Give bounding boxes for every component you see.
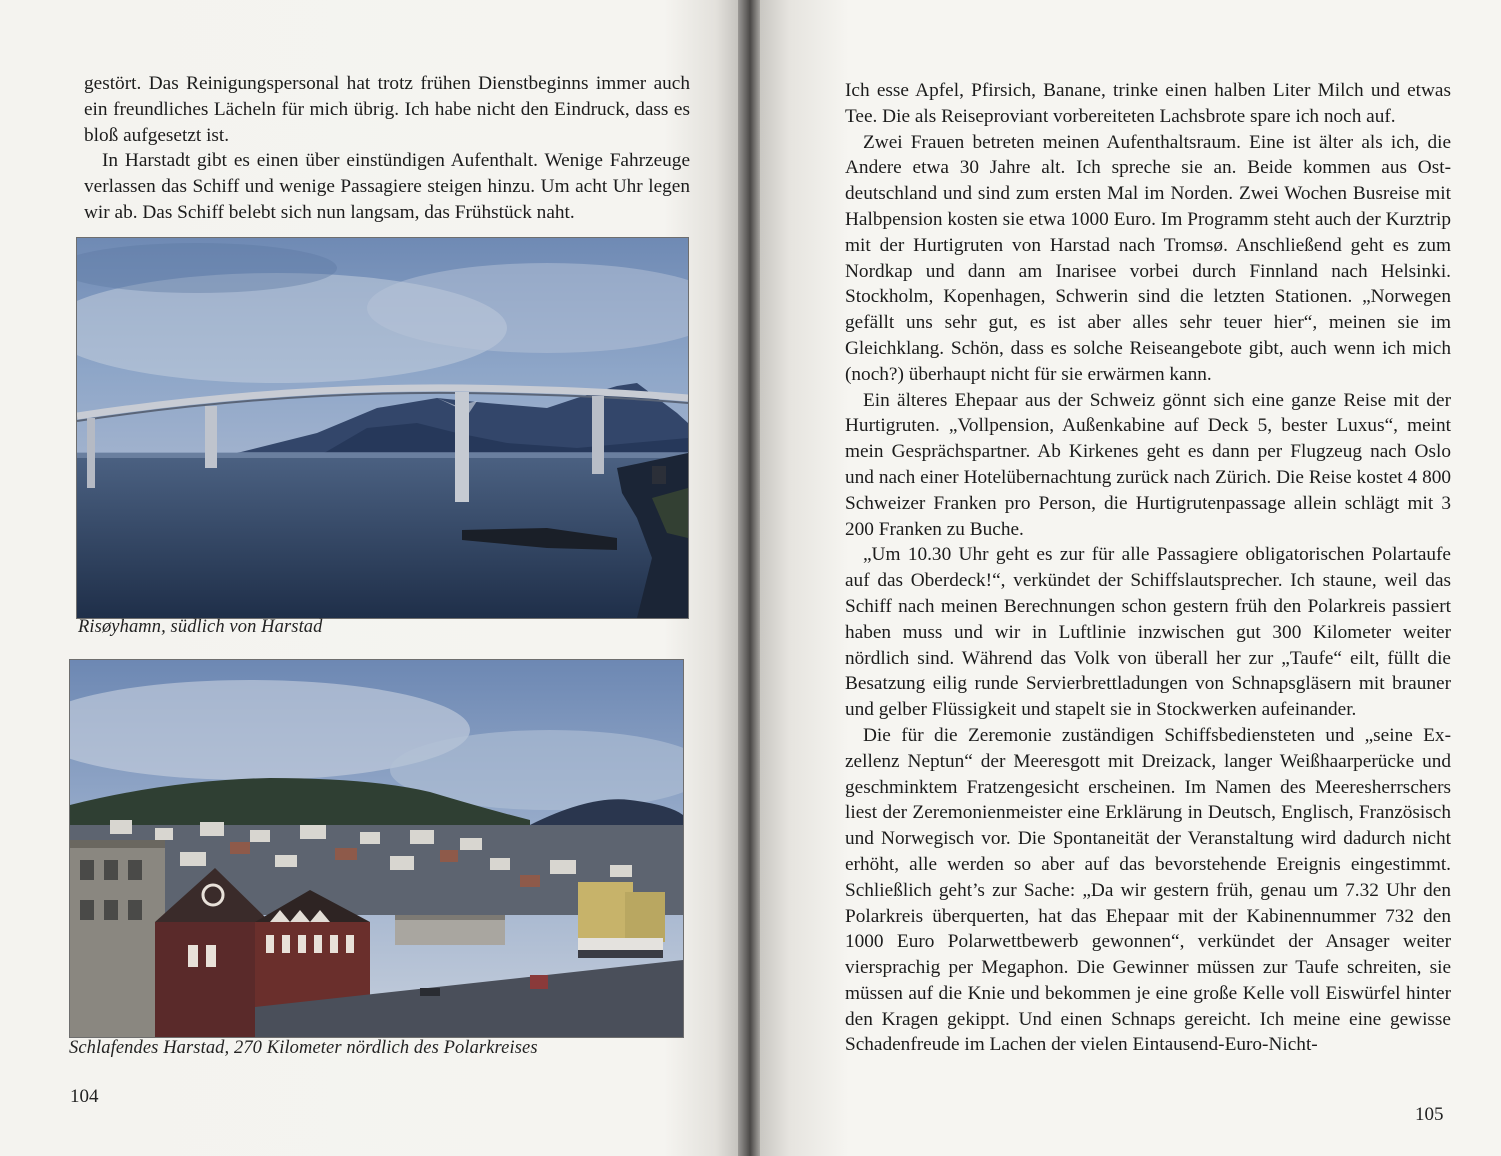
- page-number: 105: [1415, 1104, 1444, 1125]
- photo-caption: Risøyhamn, südlich von Harstad: [78, 617, 323, 637]
- paragraph: Ein älteres Ehepaar aus der Schweiz gönnt sich eine ganze Reise mit der Hurtigruten. „Vollpension, Außenkabine auf Deck 5, bester Luxus“, meint mein Gesprächspartner. Ab Kirkenes geht es dann per Flugzeug nach Oslo und nach einer Hotelübernachtung zurück nach Zürich. Die Reise kostet 4 800 Schweizer Franken pro Person, die Hurtigrutenpassage allein schlägt mit 3 200 Franken zu Buche.: [845, 389, 1451, 540]
- book-gutter: [738, 0, 760, 1156]
- page-number: 104: [70, 1086, 99, 1107]
- paragraph: „Um 10.30 Uhr geht es zur für alle Passagiere obligatorischen Polartaufe auf das Oberdeck!“, verkündet der Schiffslautsprecher. Ich staune, weil das Schiff nach meinen Berechnungen schon gestern früh den Polarkreis passiert haben muss und wir in Luftlinie inzwischen gut 300 Kilometer weiter nördlich sind. Während das Volk von überall her zur „Taufe“ eilt, füllt die Besatzung eilig runde Servierbrettladungen von Schnapsgläsern mit brauner und gelber Flüssigkeit und stapelt sie in Stockwerken aufeinander.: [845, 544, 1451, 721]
- left-page: [0, 0, 738, 1156]
- paragraph: Zwei Frauen betreten meinen Aufenthaltsraum. Eine ist älter als ich, die Andere etwa 30 Jahre alt. Ich spreche sie an. Beide kommen aus Ostdeutschland und sind zum ersten Mal im Norden. Zwei Wochen Busreise mit Halbpension kosten sie etwa 1000 Euro. Im Programm steht auch der Kurztrip mit der Hurtigruten von Harstad nach Tromsø. Anschließend geht es zum Nordkap und dann am Inarisee vorbei durch Finnland nach Helsinki. Stockholm, Kopenhagen, Schwerin sind die letzten Stationen. „Norwegen gefällt uns sehr gut, es ist aber alles sehr teuer hier“, meinen sie im Gleichklang. Schön, dass es solche Reiseangebote gibt, auch wenn ich mich (noch?) überhaupt nicht für sie erwärmen kann.: [845, 131, 1451, 385]
- bridge-photo: [76, 237, 689, 619]
- harstad-photo: [69, 659, 684, 1038]
- paragraph: Ich esse Apfel, Pfirsich, Banane, trinke einen halben Liter Milch und etwas Tee. Die als Reiseproviant vorbereiteten Lachsbrote spare ich noch auf.: [845, 80, 1451, 127]
- right-page-body: [845, 78, 1451, 1058]
- photo-caption: Schlafendes Harstad, 270 Kilometer nördlich des Polarkreises: [69, 1038, 538, 1058]
- paragraph: gestört. Das Reinigungspersonal hat trotz frühen Dienstbeginns immer auch ein freundliches Lächeln für mich übrig. Ich habe nicht den Eindruck, dass es bloß aufgesetzt ist.: [84, 73, 690, 146]
- left-page-body: [84, 71, 690, 226]
- paragraph: In Harstadt gibt es einen über einstündigen Aufenthalt. Wenige Fahrzeuge verlassen das Schiff und wenige Passagiere steigen hinzu. Um acht Uhr legen wir ab. Das Schiff belebt sich nun langsam, das Frühstück naht.: [84, 150, 690, 223]
- paragraph: Die für die Zeremonie zuständigen Schiffsbediensteten und „seine Exzellenz Neptun“ der Meeresgott mit Dreizack, langer Weißhaarperücke und geschminktem Fratzengesicht erscheinen. Im Namen des Meeresherrschers liest der Zeremonienmeister eine Erklärung in Deutsch, Englisch, Französisch und Norwegisch vor. Die Spontaneität der Veranstaltung wird dadurch nicht erhöht, alle werden so aber auf das bevorstehende Ereignis eingestimmt. Schließlich geht’s zur Sache: „Da wir gestern früh, genau um 7.32 Uhr den Polarkreis überquerten, hat das Ehepaar mit der Kabinennummer 732 den 1000 Euro Polarwettbewerb gewonnen“, verkündet der Ansager weiter viersprachig per Megaphon. Die Gewinner müssen zur Taufe schreiten, sie müssen auf die Knie und bekommen je eine große Kelle voll Eiswürfel hinter den Kragen gekippt. Und einen Schnaps gereicht. Ich meine eine gewisse Schadenfreude im Lachen der vielen Eintausend-Euro-Nicht-: [845, 724, 1451, 1056]
